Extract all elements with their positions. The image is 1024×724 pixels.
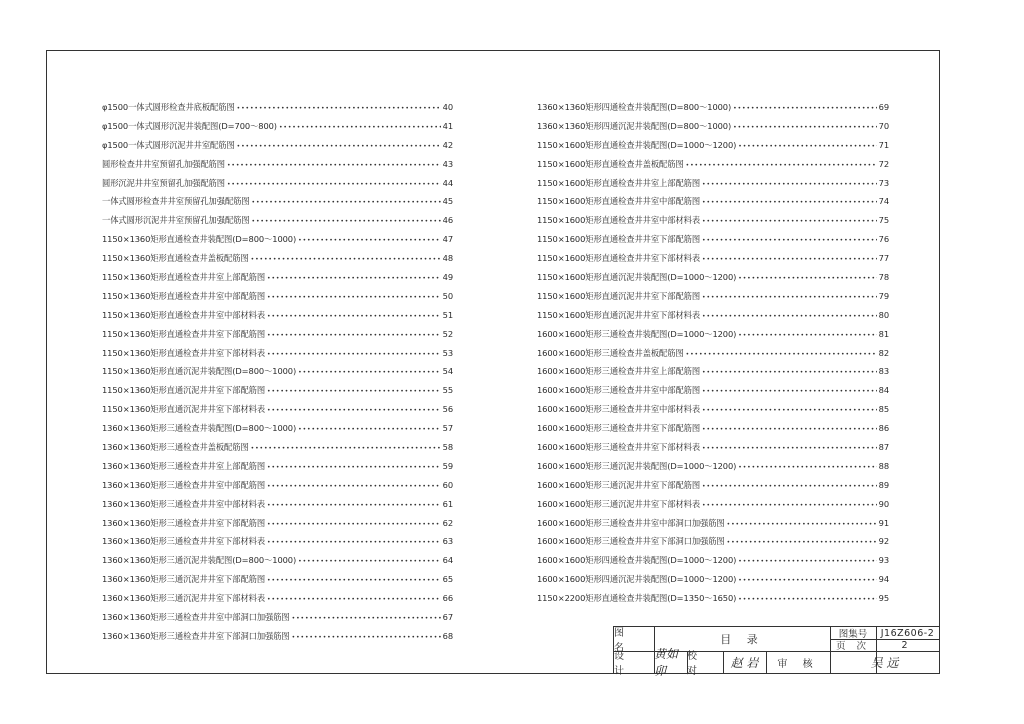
dot-leader [267, 516, 441, 535]
toc-entry-page: 88 [878, 460, 889, 471]
toc-entry-title: 1360×1360矩形三通沉泥井井室下部材料表 [102, 593, 266, 604]
dot-leader [702, 383, 877, 402]
toc-entry [537, 174, 889, 193]
toc-entry-title: 1360×1360矩形三通检查井井室上部配筋图 [102, 460, 266, 471]
toc-entry [102, 268, 453, 287]
toc-entry [102, 211, 453, 230]
toc-entry [537, 457, 889, 476]
toc-entry-page: 56 [442, 404, 453, 415]
toc-entry-title: 1150×2200矩形直通检查井装配图(D=1350～1650) [537, 593, 737, 604]
toc-entry [537, 551, 889, 570]
checker-signature: 赵 岩 [730, 655, 759, 670]
toc-entry-page: 42 [442, 139, 453, 150]
dot-leader [727, 534, 877, 553]
dot-leader [227, 176, 441, 195]
toc-entry [537, 98, 889, 117]
dot-leader [237, 138, 441, 157]
label-check: 校 对 [687, 651, 703, 677]
dot-leader [267, 572, 441, 591]
dot-leader [702, 402, 877, 421]
toc-entry-title: 1600×1600矩形三通检查井井室下部材料表 [537, 442, 701, 453]
toc-entry-title: φ1500一体式圆形沉泥井装配图(D=700～800) [102, 120, 277, 131]
toc-entry-title: 1360×1360矩形三通检查井井室下部材料表 [102, 536, 266, 547]
dot-leader [298, 232, 441, 251]
toc-entry [537, 117, 889, 136]
toc-entry [537, 287, 889, 306]
toc-entry [537, 476, 889, 495]
toc-entry-page: 82 [878, 347, 889, 358]
dot-leader [702, 421, 877, 440]
dot-leader [733, 100, 877, 119]
toc-entry-title: 1600×1600矩形三通沉泥井井室下部材料表 [537, 498, 701, 509]
toc-entry-title: 1150×1600矩形直通检查井井室上部配筋图 [537, 177, 701, 188]
toc-entry [537, 589, 889, 608]
toc-entry-page: 85 [878, 404, 889, 415]
toc-right-column [537, 98, 889, 608]
toc-entry-page: 81 [878, 328, 889, 339]
toc-entry [537, 325, 889, 344]
toc-entry-title: 1360×1360矩形三通沉泥井装配图(D=800～1000) [102, 555, 297, 566]
toc-entry-page: 49 [442, 272, 453, 283]
toc-entry-title: 1600×1600矩形三通沉泥井井室下部配筋图 [537, 479, 701, 490]
toc-entry [102, 381, 453, 400]
toc-entry-title: 1600×1600矩形四通沉泥井装配图(D=1000～1200) [537, 574, 737, 585]
dot-leader [727, 516, 877, 535]
toc-left-column [102, 98, 453, 646]
toc-entry [537, 192, 889, 211]
toc-entry-title: 1150×1600矩形直通检查井井室下部材料表 [537, 253, 701, 264]
toc-entry-title: 1600×1600矩形三通检查井井室上部配筋图 [537, 366, 701, 377]
toc-entry-title: 1360×1360矩形三通检查井井室中部配筋图 [102, 479, 266, 490]
toc-entry [537, 514, 889, 533]
toc-entry [102, 174, 453, 193]
toc-entry-title: 1360×1360矩形四通沉泥井装配图(D=800～1000) [537, 120, 732, 131]
dot-leader [298, 553, 441, 572]
toc-entry-title: 圆形检查井井室预留孔加强配筋图 [102, 158, 225, 169]
toc-entry-page: 75 [878, 215, 889, 226]
toc-entry-page: 55 [442, 385, 453, 396]
toc-entry-title: 1150×1600矩形直通检查井盖板配筋图 [537, 158, 684, 169]
toc-entry [102, 325, 453, 344]
toc-entry-page: 93 [878, 555, 889, 566]
toc-entry-page: 87 [878, 442, 889, 453]
toc-entry-page: 48 [442, 253, 453, 264]
designer-signature: 黄如卯 [654, 647, 679, 678]
toc-entry-page: 89 [878, 479, 889, 490]
toc-entry-title: 1150×1600矩形直通检查井井室下部配筋图 [537, 234, 701, 245]
toc-entry-page: 72 [878, 158, 889, 169]
dot-leader [738, 327, 876, 346]
dot-leader [267, 591, 441, 610]
toc-entry-page: 86 [878, 423, 889, 434]
toc-entry [537, 136, 889, 155]
label-review: 审 核 [777, 658, 819, 670]
toc-entry-page: 44 [442, 177, 453, 188]
toc-entry-page: 76 [878, 234, 889, 245]
toc-entry-page: 83 [878, 366, 889, 377]
toc-entry-title: 1150×1360矩形直通沉泥井井室下部材料表 [102, 404, 266, 415]
toc-entry [537, 249, 889, 268]
toc-entry-page: 53 [442, 347, 453, 358]
toc-entry-page: 41 [442, 120, 453, 131]
toc-entry [102, 117, 453, 136]
toc-entry-title: 1150×1360矩形直通沉泥井井室下部配筋图 [102, 385, 266, 396]
dot-leader [298, 421, 441, 440]
toc-entry-page: 94 [878, 574, 889, 585]
toc-entry [102, 495, 453, 514]
toc-entry [537, 438, 889, 457]
toc-entry [102, 627, 453, 646]
toc-entry-title: 1360×1360矩形三通检查井井室中部洞口加强筋图 [102, 612, 290, 623]
toc-entry [102, 551, 453, 570]
dot-leader [686, 346, 877, 365]
toc-entry-page: 61 [442, 498, 453, 509]
toc-entry [537, 211, 889, 230]
title-block [613, 626, 940, 678]
toc-entry-page: 45 [442, 196, 453, 207]
dot-leader [267, 383, 441, 402]
toc-entry-title: 一体式圆形检查井井室预留孔加强配筋图 [102, 196, 250, 207]
toc-entry-title: 1150×1600矩形直通检查井井室中部材料表 [537, 215, 701, 226]
dot-leader [738, 553, 876, 572]
label-drawing-name: 图 名 [614, 628, 630, 654]
toc-entry-page: 77 [878, 253, 889, 264]
page-number: 2 [901, 639, 914, 651]
toc-entry [102, 98, 453, 117]
toc-entry [537, 155, 889, 174]
toc-entry-title: 1150×1600矩形直通沉泥井井室下部配筋图 [537, 290, 701, 301]
toc-entry-title: 1600×1600矩形三通检查井井室中部配筋图 [537, 385, 701, 396]
toc-entry-title: 1360×1360矩形三通检查井装配图(D=800～1000) [102, 423, 297, 434]
toc-entry-page: 79 [878, 290, 889, 301]
toc-entry-page: 67 [442, 612, 453, 623]
toc-entry [102, 287, 453, 306]
toc-entry [102, 136, 453, 155]
toc-entry-title: φ1500一体式圆形沉泥井井室配筋图 [102, 139, 235, 150]
toc-entry-page: 51 [442, 309, 453, 320]
toc-entry-page: 73 [878, 177, 889, 188]
dot-leader [267, 459, 441, 478]
toc-entry-title: 1600×1600矩形三通检查井井室中部材料表 [537, 404, 701, 415]
toc-entry [537, 306, 889, 325]
toc-entry-title: 1360×1360矩形四通检查井装配图(D=800～1000) [537, 102, 732, 112]
toc-entry-page: 95 [878, 593, 889, 604]
toc-entry [102, 419, 453, 438]
toc-entry [102, 155, 453, 174]
toc-entry-page: 62 [442, 517, 453, 528]
toc-entry-title: 1600×1600矩形三通检查井井室下部配筋图 [537, 423, 701, 434]
toc-entry-title: 1150×1360矩形直通检查井井室中部材料表 [102, 309, 266, 320]
dot-leader [292, 629, 441, 648]
toc-entry-title: 1150×1600矩形直通沉泥井装配图(D=1000～1200) [537, 272, 737, 283]
atlas-number: J16Z606-2 [880, 627, 935, 639]
dot-leader [298, 364, 441, 383]
toc-entry-title: 1150×1600矩形直通检查井井室中部配筋图 [537, 196, 701, 207]
toc-entry-page: 43 [442, 158, 453, 169]
drawing-name: 目 录 [720, 633, 764, 646]
toc-entry [537, 532, 889, 551]
toc-entry-title: 1150×1360矩形直通检查井井室中部配筋图 [102, 290, 266, 301]
toc-entry-title: 1600×1600矩形三通检查井装配图(D=1000～1200) [537, 328, 737, 339]
dot-leader [702, 364, 877, 383]
toc-entry-title: 1360×1360矩形三通沉泥井井室下部配筋图 [102, 574, 266, 585]
toc-entry-page: 65 [442, 574, 453, 585]
toc-entry-page: 52 [442, 328, 453, 339]
dot-leader [267, 289, 441, 308]
toc-entry [537, 400, 889, 419]
toc-entry-page: 69 [878, 102, 889, 112]
dot-leader [279, 119, 441, 138]
toc-entry [102, 400, 453, 419]
toc-entry-page: 59 [442, 460, 453, 471]
toc-entry-title: 1150×1360矩形直通检查井盖板配筋图 [102, 253, 249, 264]
toc-entry-page: 47 [442, 234, 453, 245]
toc-entry-page: 71 [878, 139, 889, 150]
toc-entry-title: 1150×1600矩形直通检查井装配图(D=1000～1200) [537, 139, 737, 150]
dot-leader [251, 440, 441, 459]
toc-entry-title: 1360×1360矩形三通检查井盖板配筋图 [102, 442, 249, 453]
toc-entry [537, 230, 889, 249]
toc-entry [537, 570, 889, 589]
dot-leader [702, 194, 877, 213]
dot-leader [738, 459, 876, 478]
toc-entry [537, 362, 889, 381]
label-atlas-number: 图集号 [838, 629, 868, 640]
toc-entry [102, 362, 453, 381]
toc-entry-page: 64 [442, 555, 453, 566]
toc-entry-title: 1360×1360矩形三通检查井井室下部洞口加强筋图 [102, 630, 290, 641]
toc-entry-title: 1150×1360矩形直通检查井井室下部配筋图 [102, 328, 266, 339]
dot-leader [738, 270, 876, 289]
toc-entry-page: 50 [442, 290, 453, 301]
toc-entry-page: 90 [878, 498, 889, 509]
toc-entry-title: 1150×1600矩形直通沉泥井井室下部材料表 [537, 309, 701, 320]
toc-entry [537, 268, 889, 287]
toc-entry-page: 66 [442, 593, 453, 604]
toc-entry-title: 1600×1600矩形三通检查井井室下部洞口加强筋图 [537, 536, 725, 547]
toc-entry-page: 91 [878, 517, 889, 528]
dot-leader [686, 157, 877, 176]
dot-leader [702, 497, 877, 516]
toc-entry [102, 476, 453, 495]
toc-entry-title: 一体式圆形沉泥井井室预留孔加强配筋图 [102, 215, 250, 226]
toc-entry-page: 60 [442, 479, 453, 490]
dot-leader [267, 327, 441, 346]
toc-entry [537, 381, 889, 400]
toc-entry [102, 192, 453, 211]
dot-leader [292, 610, 441, 629]
dot-leader [252, 194, 441, 213]
toc-entry-page: 80 [878, 309, 889, 320]
toc-entry [537, 495, 889, 514]
dot-leader [267, 270, 441, 289]
dot-leader [738, 138, 876, 157]
dot-leader [733, 119, 877, 138]
toc-entry-page: 70 [878, 120, 889, 131]
dot-leader [702, 478, 877, 497]
toc-entry [102, 457, 453, 476]
label-page-number: 页 次 [835, 641, 871, 652]
toc-entry-page: 78 [878, 272, 889, 283]
toc-entry [102, 532, 453, 551]
dot-leader [267, 497, 441, 516]
toc-entry-page: 74 [878, 196, 889, 207]
toc-entry-page: 92 [878, 536, 889, 547]
toc-entry [537, 344, 889, 363]
toc-entry-title: 1150×1360矩形直通沉泥井装配图(D=800～1000) [102, 366, 297, 377]
dot-leader [267, 478, 441, 497]
toc-entry-title: 1150×1360矩形直通检查井装配图(D=800～1000) [102, 234, 297, 245]
toc-entry-page: 63 [442, 536, 453, 547]
dot-leader [227, 157, 441, 176]
toc-entry-title: 1600×1600矩形三通检查井井室中部洞口加强筋图 [537, 517, 725, 528]
toc-entry-title: 1150×1360矩形直通检查井井室下部材料表 [102, 347, 266, 358]
dot-leader [251, 251, 441, 270]
toc-entry [102, 344, 453, 363]
toc-entry [102, 249, 453, 268]
dot-leader [738, 572, 876, 591]
dot-leader [702, 232, 877, 251]
toc-entry-title: 1600×1600矩形三通检查井盖板配筋图 [537, 347, 684, 358]
dot-leader [267, 308, 441, 327]
toc-entry-title: φ1500一体式圆形检查井底板配筋图 [102, 102, 235, 112]
toc-entry-title: 1600×1600矩形三通沉泥井装配图(D=1000～1200) [537, 460, 737, 471]
dot-leader [702, 213, 877, 232]
label-design: 设 计 [614, 651, 630, 677]
toc-entry-title: 1600×1600矩形四通检查井装配图(D=1000～1200) [537, 555, 737, 566]
toc-entry-page: 58 [442, 442, 453, 453]
toc-entry [102, 230, 453, 249]
toc-entry-page: 40 [442, 102, 453, 112]
toc-entry-page: 57 [442, 423, 453, 434]
toc-entry-title: 1360×1360矩形三通检查井井室中部材料表 [102, 498, 266, 509]
toc-entry [102, 570, 453, 589]
dot-leader [702, 289, 877, 308]
toc-entry-page: 54 [442, 366, 453, 377]
toc-entry-title: 圆形沉泥井井室预留孔加强配筋图 [102, 177, 225, 188]
toc-entry [102, 608, 453, 627]
toc-entry [537, 419, 889, 438]
toc-entry [102, 589, 453, 608]
toc-entry [102, 438, 453, 457]
dot-leader [738, 591, 876, 610]
toc-entry-page: 46 [442, 215, 453, 226]
toc-entry [102, 514, 453, 533]
toc-entry-page: 68 [442, 630, 453, 641]
toc-entry-title: 1150×1360矩形直通检查井井室上部配筋图 [102, 272, 266, 283]
toc-entry-page: 84 [878, 385, 889, 396]
toc-entry [102, 306, 453, 325]
dot-leader [702, 176, 877, 195]
reviewer-signature: 吴 远 [870, 655, 899, 670]
toc-entry-title: 1360×1360矩形三通检查井井室下部配筋图 [102, 517, 266, 528]
